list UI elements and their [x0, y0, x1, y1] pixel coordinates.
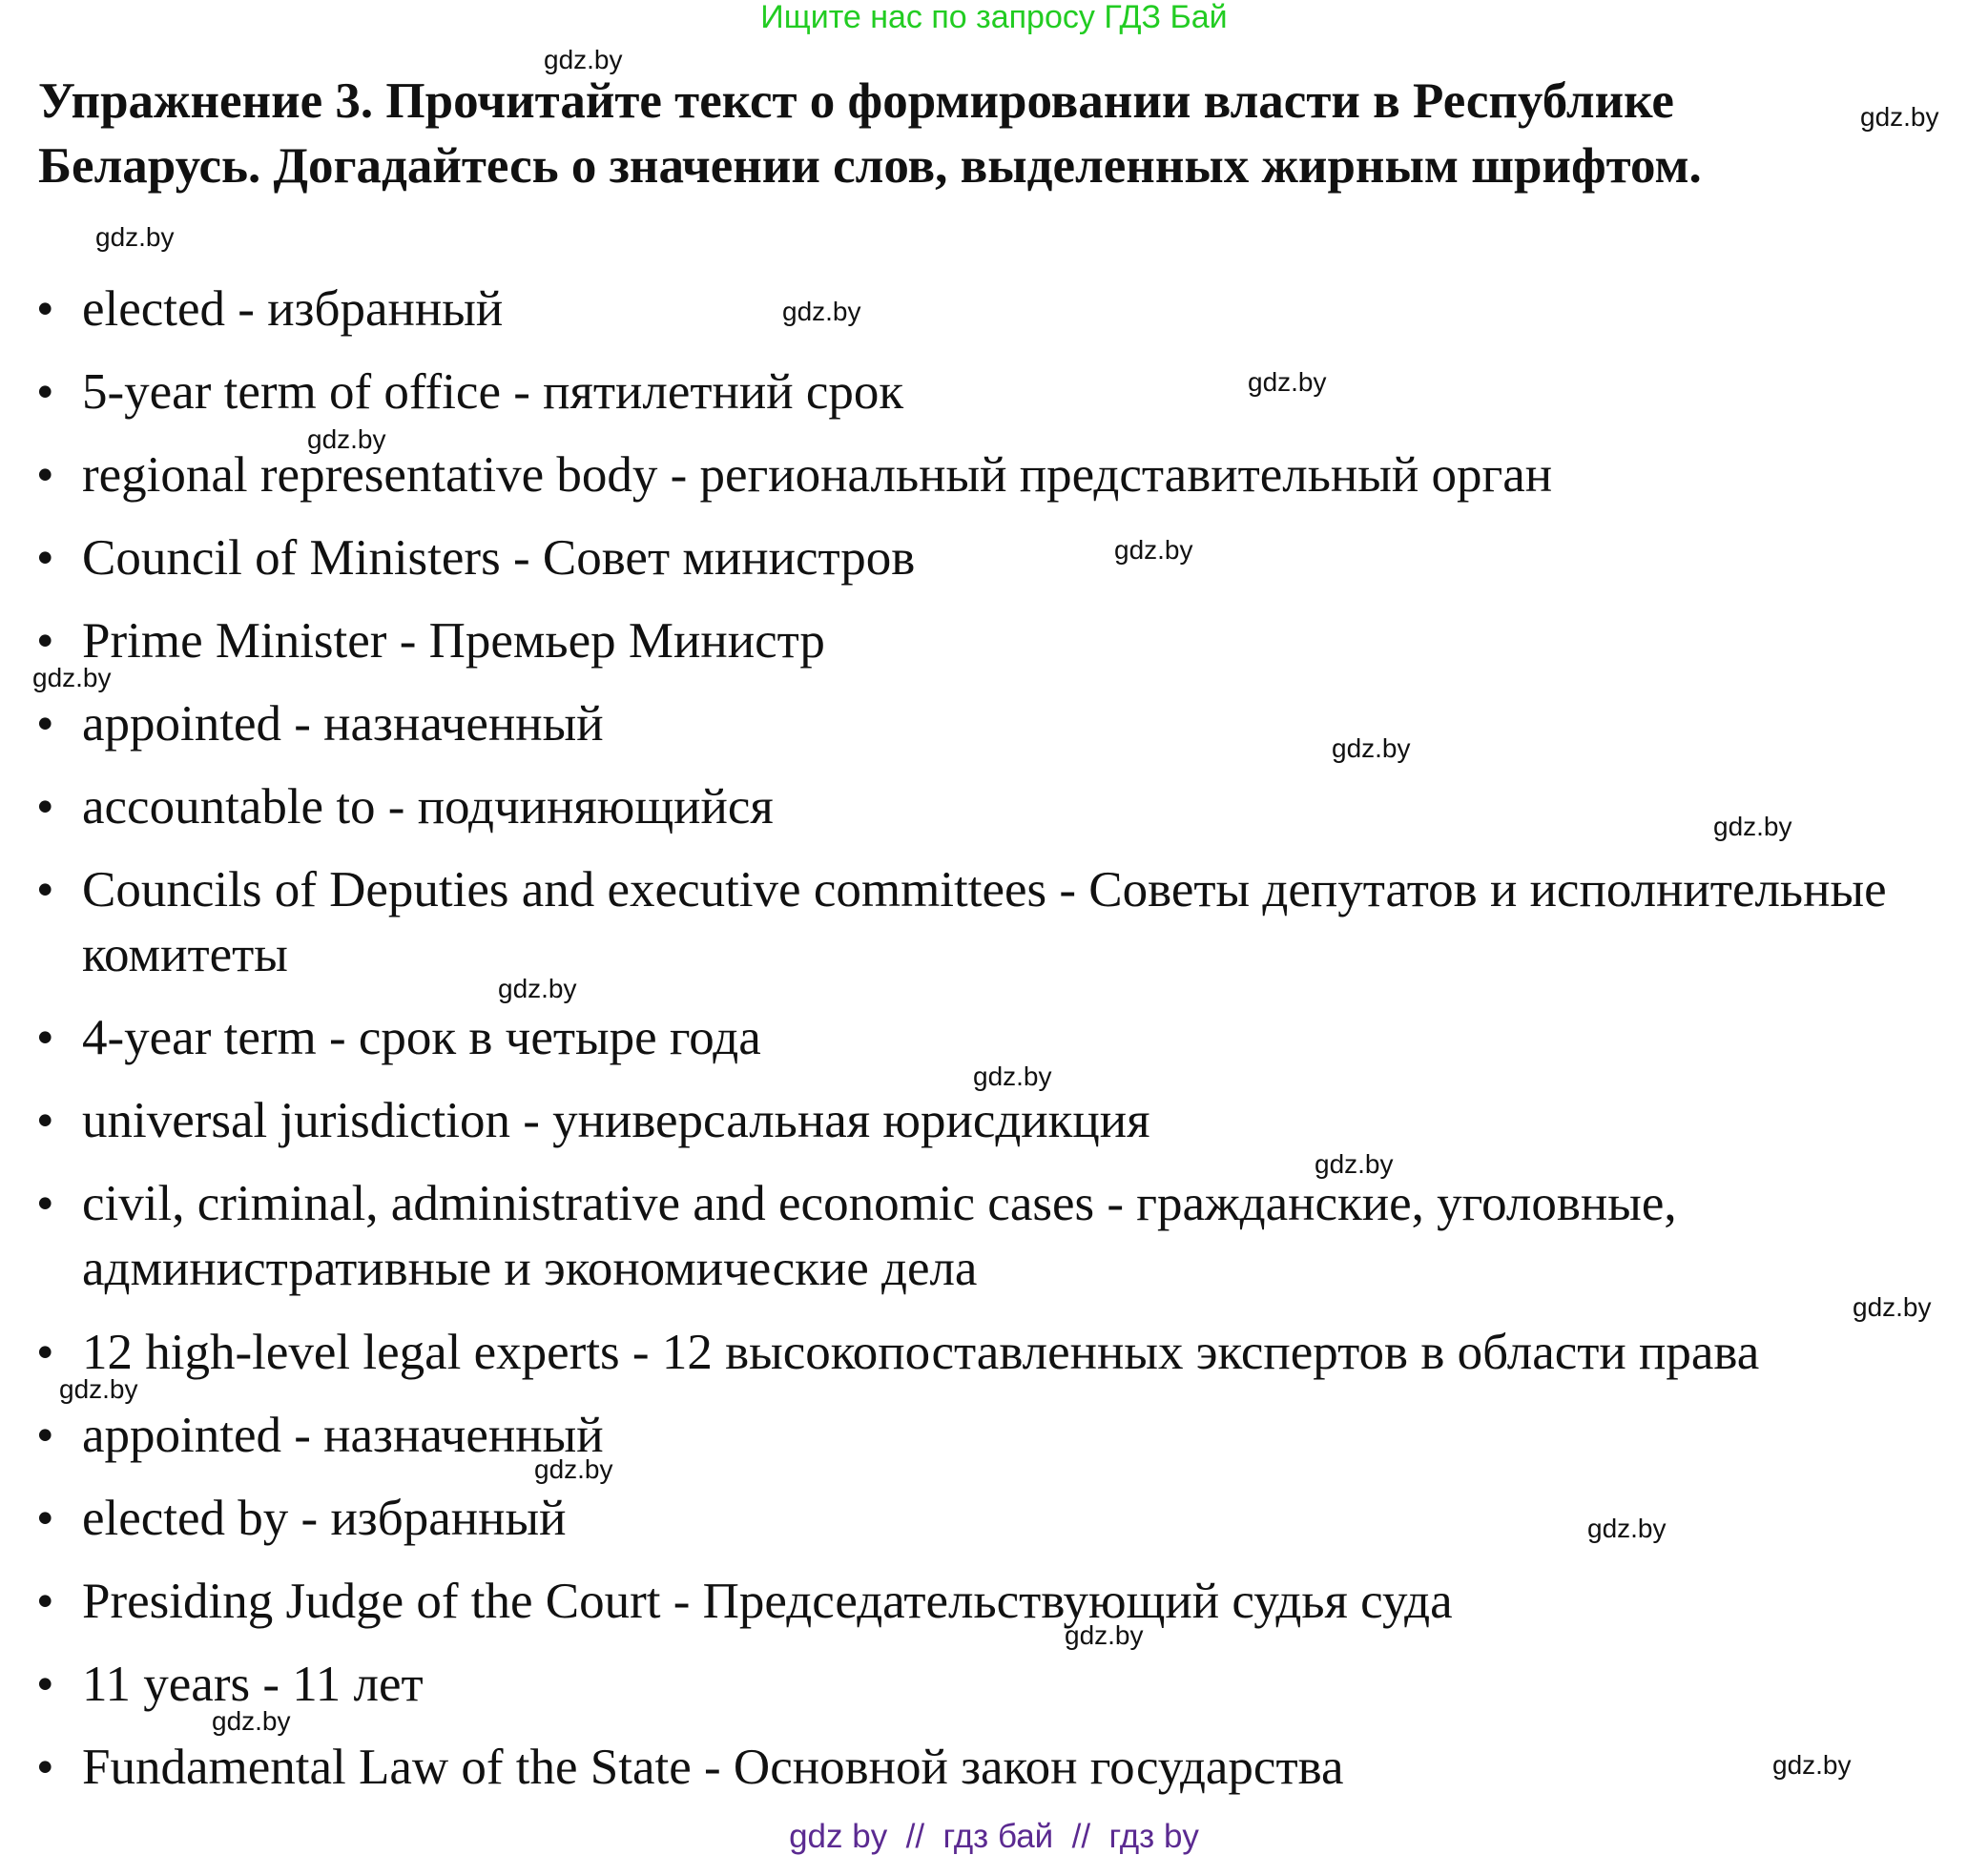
bullet-icon: •: [36, 1574, 54, 1629]
watermark: gdz.by: [782, 297, 861, 326]
bullet-icon: •: [36, 1093, 54, 1148]
heading-line-2: Беларусь. Догадайтесь о значении слов, выделенных жирным шрифтом.: [38, 138, 1702, 194]
watermark: gdz.by: [973, 1061, 1052, 1091]
list-item-text: appointed - назначенный: [82, 696, 604, 752]
list-item-text: regional representative body - региональный представительный орган: [82, 447, 1553, 503]
watermark: gdz.by: [498, 974, 577, 1003]
watermark: gdz.by: [32, 663, 112, 692]
list-item-text: Fundamental Law of the State - Основной закон государства: [82, 1740, 1344, 1795]
watermark: gdz.by: [1315, 1149, 1394, 1179]
bullet-icon: •: [36, 1325, 54, 1380]
watermark: gdz.by: [1853, 1292, 1932, 1322]
watermark: gdz.by: [1860, 102, 1939, 132]
bullet-icon: •: [36, 862, 54, 917]
list-item-text: Presiding Judge of the Court - Председательствующий судья суда: [82, 1574, 1453, 1629]
list-item: [36, 526, 1925, 590]
bullet-icon: •: [36, 779, 54, 835]
watermark: gdz.by: [1248, 367, 1327, 397]
bullet-icon: •: [36, 1657, 54, 1712]
list-item-text: universal jurisdiction - универсальная юрисдикция: [82, 1093, 1150, 1148]
bullet-icon: •: [36, 1176, 54, 1231]
list-item: [36, 857, 1925, 987]
list-item-text: Councils of Deputies and executive committees - Советы депутатов и исполнительные комитеты: [82, 862, 1887, 982]
bullet-icon: •: [36, 530, 54, 586]
bullet-icon: •: [36, 613, 54, 669]
list-item: [36, 1403, 1925, 1468]
bullet-icon: •: [36, 1740, 54, 1795]
list-item-text: 5-year term of office - пятилетний срок: [82, 364, 904, 420]
footer-watermark: gdz by // гдз бай // гдз by: [789, 1818, 1199, 1855]
search-hint-link[interactable]: Ищите нас по запросу ГДЗ Бай: [760, 0, 1228, 35]
exercise-heading: [38, 69, 1870, 198]
list-item: [36, 1652, 1925, 1717]
watermark: gdz.by: [1772, 1750, 1852, 1780]
list-item-text: 12 high-level legal experts - 12 высокопоставленных экспертов в области права: [82, 1325, 1760, 1380]
watermark: gdz.by: [1114, 535, 1193, 565]
list-item: [36, 1735, 1925, 1800]
list-item-text: 4-year term - срок в четыре года: [82, 1010, 761, 1065]
list-item-text: elected by - избранный: [82, 1491, 567, 1546]
watermark: gdz.by: [534, 1454, 613, 1484]
watermark: gdz.by: [544, 45, 623, 74]
list-item: [36, 1088, 1925, 1153]
watermark: gdz.by: [212, 1706, 291, 1736]
list-item-text: Council of Ministers - Совет министров: [82, 530, 916, 586]
list-item-text: Prime Minister - Премьер Министр: [82, 613, 825, 669]
list-item-text: 11 years - 11 лет: [82, 1657, 424, 1712]
watermark: gdz.by: [59, 1374, 138, 1404]
bullet-icon: •: [36, 696, 54, 752]
list-item: [36, 608, 1925, 673]
bullet-icon: •: [36, 364, 54, 420]
watermark: gdz.by: [1332, 733, 1411, 763]
watermark: gdz.by: [1587, 1514, 1667, 1543]
bullet-icon: •: [36, 281, 54, 337]
watermark: gdz.by: [95, 222, 175, 252]
list-item: [36, 1171, 1925, 1301]
watermark: gdz.by: [307, 424, 386, 454]
heading-line-1: Упражнение 3. Прочитайте текст о формировании власти в Республике: [38, 73, 1674, 129]
list-item-text: accountable to - подчиняющийся: [82, 779, 774, 835]
bullet-icon: •: [36, 447, 54, 503]
list-item-text: elected - избранный: [82, 281, 504, 337]
bullet-icon: •: [36, 1491, 54, 1546]
watermark: gdz.by: [1065, 1620, 1144, 1650]
list-item-text: appointed - назначенный: [82, 1408, 604, 1463]
watermark: gdz.by: [1713, 812, 1792, 841]
list-item: [36, 1005, 1925, 1070]
bullet-icon: •: [36, 1010, 54, 1065]
bullet-icon: •: [36, 1408, 54, 1463]
list-item: [36, 360, 1925, 424]
list-item: [36, 1569, 1925, 1634]
list-item-text: civil, criminal, administrative and economic cases - гражданские, уголовные, административные и экономические дела: [82, 1176, 1677, 1296]
list-item: [36, 691, 1925, 756]
list-item: [36, 277, 1925, 341]
list-item: [36, 774, 1925, 839]
list-item: [36, 1320, 1925, 1385]
